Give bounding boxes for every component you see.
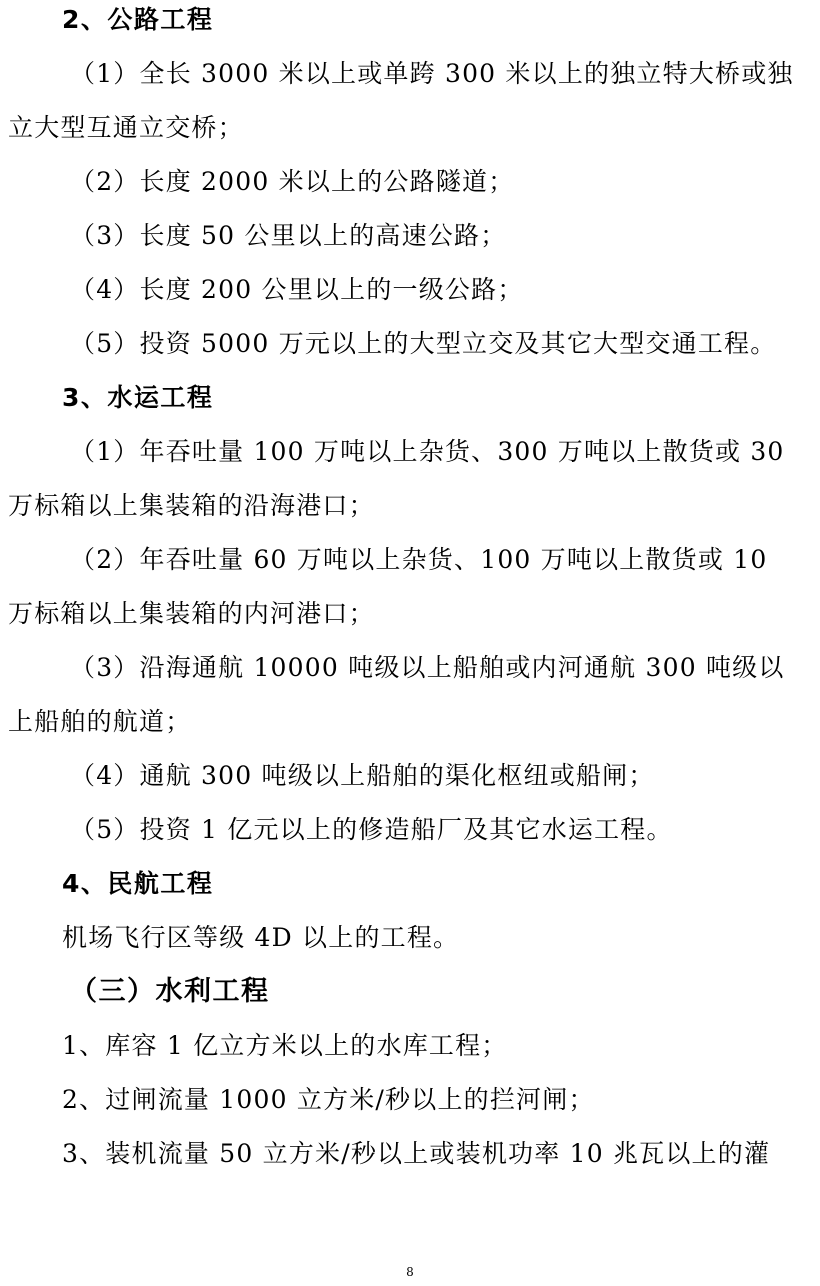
paragraph-line: 1、库容 1 亿立方米以上的水库工程； xyxy=(62,1031,508,1060)
paragraph-line: 2、过闸流量 1000 立方米/秒以上的拦河闸； xyxy=(62,1085,595,1114)
paragraph-line: （3）沿海通航 10000 吨级以上船舶或内河通航 300 吨级以 xyxy=(70,653,785,682)
paragraph-line: （1）年吞吐量 100 万吨以上杂货、300 万吨以上散货或 30 xyxy=(70,437,785,466)
paragraph-line: 立大型互通立交桥； xyxy=(8,113,244,142)
paragraph-line: （4）长度 200 公里以上的一级公路； xyxy=(70,275,524,304)
paragraph-line: 万标箱以上集装箱的内河港口； xyxy=(8,599,375,628)
section-heading-civil-aviation: 4、民航工程 xyxy=(62,869,214,898)
paragraph-line: （2）长度 2000 米以上的公路隧道； xyxy=(70,167,515,196)
paragraph-line: （3）长度 50 公里以上的高速公路； xyxy=(70,221,507,250)
paragraph-line: （4）通航 300 吨级以上船舶的渠化枢纽或船闸； xyxy=(70,761,655,790)
paragraph-line: 3、装机流量 50 立方米/秒以上或装机功率 10 兆瓦以上的灌 xyxy=(62,1139,771,1168)
paragraph-line: （1）全长 3000 米以上或单跨 300 米以上的独立特大桥或独 xyxy=(70,59,794,88)
page-number: 8 xyxy=(406,1265,414,1279)
section-heading-highway: 2、公路工程 xyxy=(62,5,214,34)
paragraph-line: 机场飞行区等级 4D 以上的工程。 xyxy=(62,923,460,952)
paragraph-line: （5）投资 5000 万元以上的大型立交及其它大型交通工程。 xyxy=(70,329,777,358)
chapter-heading-water-conservancy: （三）水利工程 xyxy=(70,976,270,1007)
paragraph-line: 上船舶的航道； xyxy=(8,707,192,736)
paragraph-line: （2）年吞吐量 60 万吨以上杂货、100 万吨以上散货或 10 xyxy=(70,545,768,574)
paragraph-line: 万标箱以上集装箱的沿海港口； xyxy=(8,491,375,520)
section-heading-waterway: 3、水运工程 xyxy=(62,383,214,412)
paragraph-line: （5）投资 1 亿元以上的修造船厂及其它水运工程。 xyxy=(70,815,673,844)
